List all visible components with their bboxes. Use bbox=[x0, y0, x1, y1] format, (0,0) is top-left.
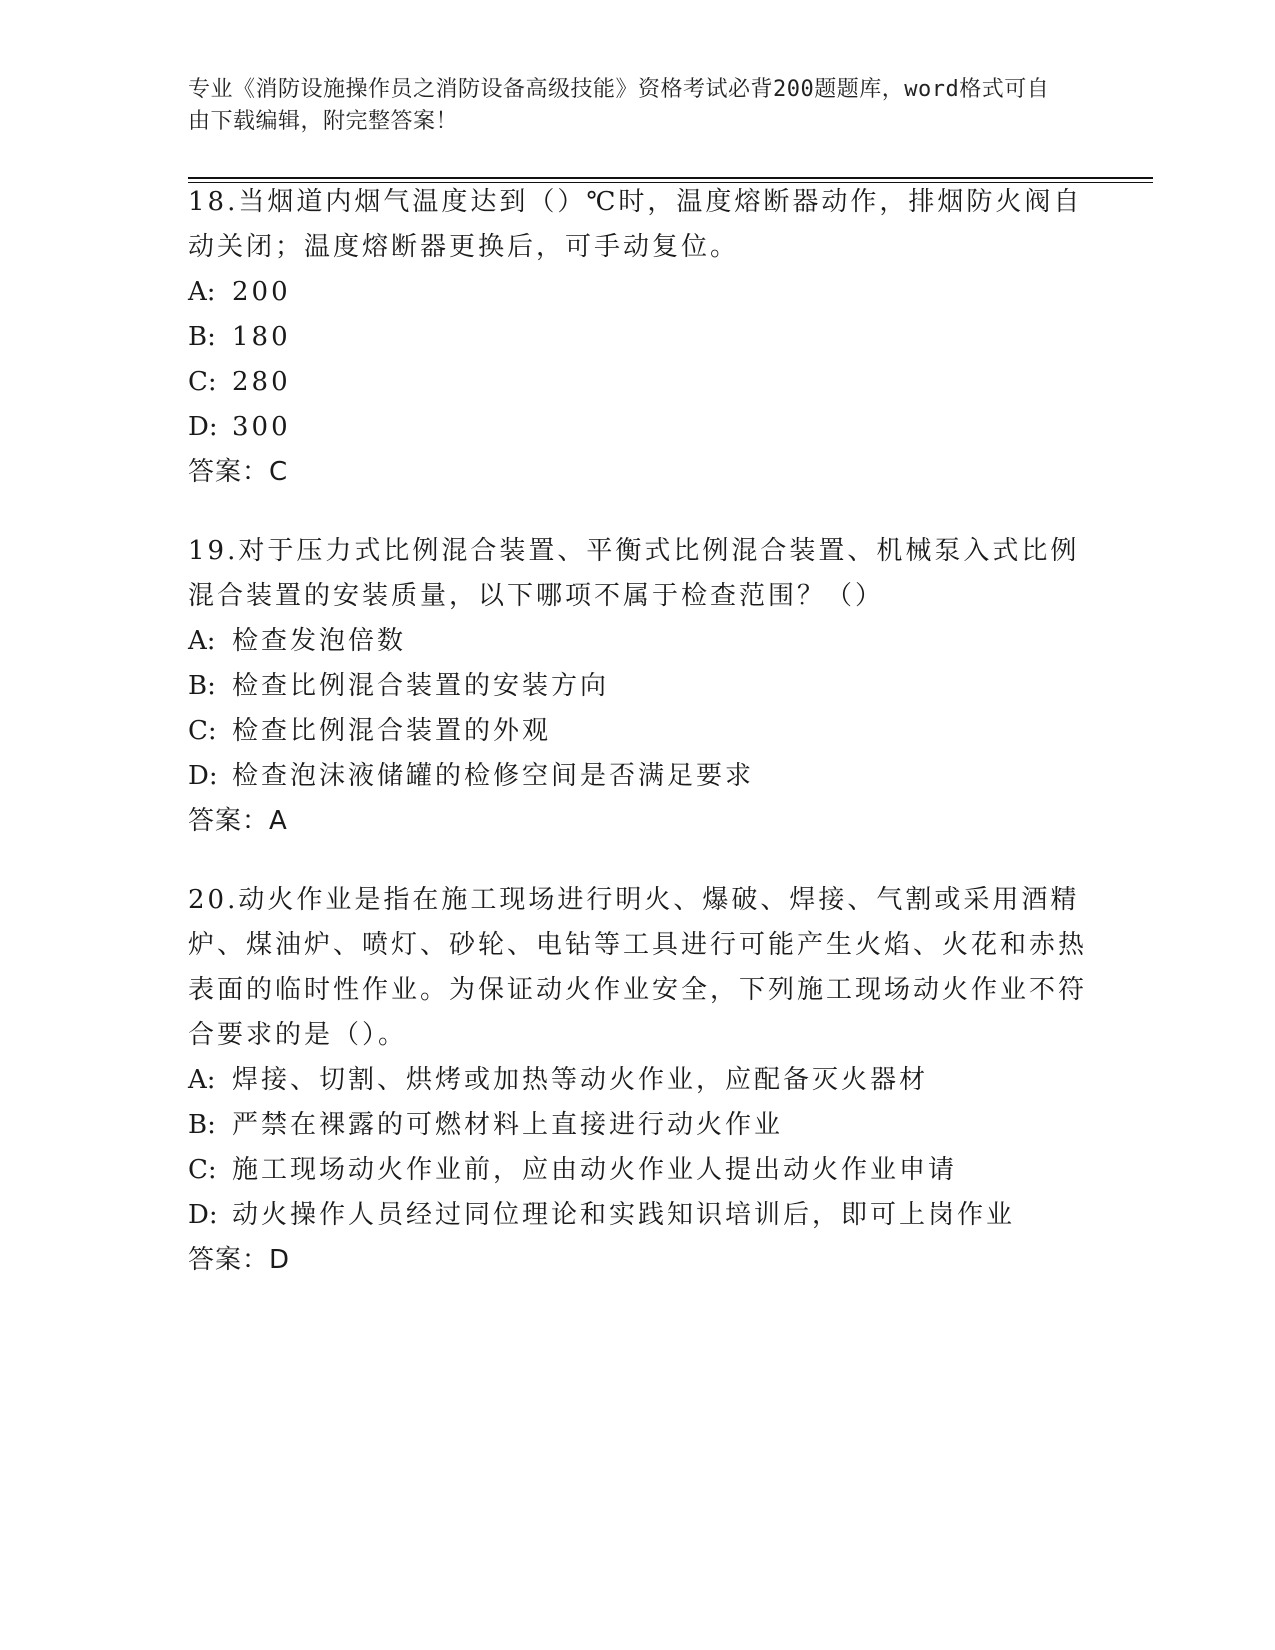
question-text: 20.动火作业是指在施工现场进行明火、爆破、焊接、气割或采用酒精炉、煤油炉、喷灯、砂轮、电钻等工具进行可能产生火焰、火花和赤热表面的临时性作业。为保证动火作业安全，下列施工现场动火作业不符合要求的是（）。 bbox=[188, 885, 1088, 1050]
option-d bbox=[188, 1193, 1088, 1238]
question-18 bbox=[188, 180, 1088, 495]
option-text: 检查泡沫液储罐的检修空间是否满足要求 bbox=[232, 761, 755, 791]
option-letter: C: bbox=[188, 716, 217, 746]
option-c bbox=[188, 709, 1088, 754]
answer: 答案：C bbox=[188, 457, 289, 487]
option-text: 200 bbox=[232, 277, 291, 307]
option-letter: C: bbox=[188, 1155, 217, 1185]
option-letter: A: bbox=[188, 1065, 216, 1095]
option-c bbox=[188, 1148, 1088, 1193]
option-text: 焊接、切割、烘烤或加热等动火作业，应配备灭火器材 bbox=[232, 1065, 929, 1095]
option-b bbox=[188, 315, 1088, 360]
document-header: 专业《消防设施操作员之消防设备高级技能》资格考试必背200题题库，word格式可自由下载编辑，附完整答案！ bbox=[188, 77, 1050, 134]
option-text: 动火操作人员经过同位理论和实践知识培训后，即可上岗作业 bbox=[232, 1200, 1016, 1230]
option-letter: A: bbox=[188, 277, 216, 307]
divider-line-thick bbox=[188, 177, 1153, 179]
option-letter: B: bbox=[188, 671, 216, 701]
option-text: 施工现场动火作业前，应由动火作业人提出动火作业申请 bbox=[232, 1155, 958, 1185]
option-text: 300 bbox=[232, 412, 291, 442]
option-d bbox=[188, 405, 1088, 450]
option-b bbox=[188, 664, 1088, 709]
option-b bbox=[188, 1103, 1088, 1148]
option-a bbox=[188, 1058, 1088, 1103]
option-text: 检查发泡倍数 bbox=[232, 626, 407, 656]
question-19 bbox=[188, 529, 1088, 844]
option-letter: D: bbox=[188, 1200, 218, 1230]
answer: 答案：D bbox=[188, 1245, 291, 1275]
option-letter: B: bbox=[188, 1110, 216, 1140]
question-text: 18.当烟道内烟气温度达到（）℃时，温度熔断器动作，排烟防火阀自动关闭；温度熔断器更换后，可手动复位。 bbox=[188, 187, 1083, 262]
option-text: 280 bbox=[232, 367, 291, 397]
option-text: 严禁在裸露的可燃材料上直接进行动火作业 bbox=[232, 1110, 784, 1140]
option-text: 检查比例混合装置的安装方向 bbox=[232, 671, 610, 701]
option-a bbox=[188, 270, 1088, 315]
option-letter: D: bbox=[188, 761, 218, 791]
option-text: 检查比例混合装置的外观 bbox=[232, 716, 552, 746]
question-20 bbox=[188, 878, 1088, 1283]
option-d bbox=[188, 754, 1088, 799]
option-letter: D: bbox=[188, 412, 218, 442]
question-text: 19.对于压力式比例混合装置、平衡式比例混合装置、机械泵入式比例混合装置的安装质量，以下哪项不属于检查范围？（） bbox=[188, 536, 1080, 611]
option-letter: B: bbox=[188, 322, 216, 352]
option-c bbox=[188, 360, 1088, 405]
option-letter: A: bbox=[188, 626, 216, 656]
option-text: 180 bbox=[232, 322, 291, 352]
option-letter: C: bbox=[188, 367, 217, 397]
option-a bbox=[188, 619, 1088, 664]
answer: 答案：A bbox=[188, 806, 288, 836]
